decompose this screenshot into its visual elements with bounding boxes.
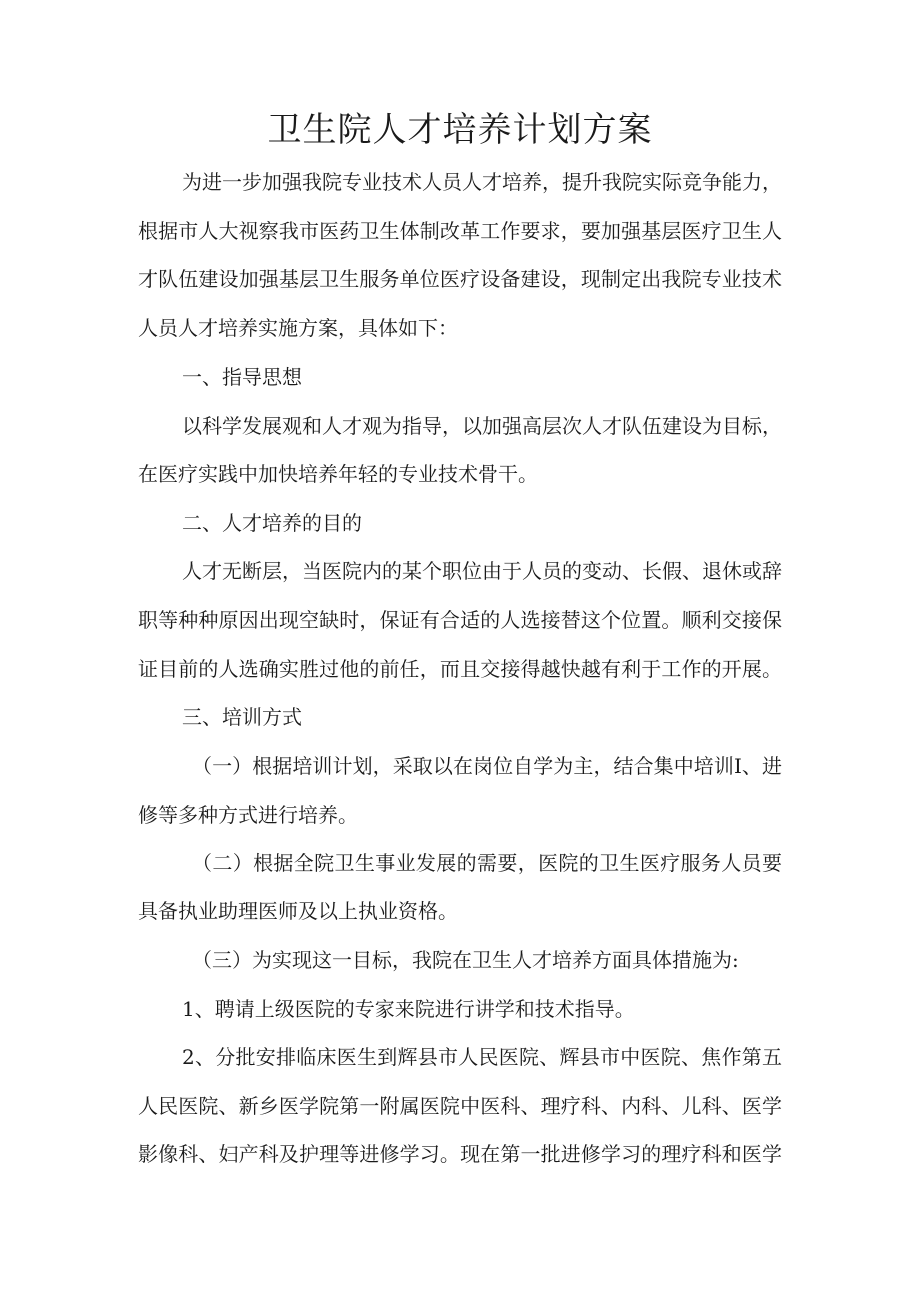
paragraph-line: 人才无断层，当医院内的某个职位由于人员的变动、长假、退休或辞	[182, 559, 782, 583]
paragraph-line: 在医疗实践中加快培养年轻的专业技术骨干。	[138, 462, 538, 486]
paragraph-line: 证目前的人选确实胜过他的前任，而且交接得越快越有利于工作的开展。	[138, 657, 782, 681]
paragraph-line: 人民医院、新乡医学院第一附属医院中医科、理疗科、内科、儿科、医学	[138, 1094, 782, 1118]
section-heading: 三、培训方式	[182, 705, 302, 729]
list-item: 2、分批安排临床医生到辉县市人民医院、辉县市中医院、焦作第五	[182, 1045, 782, 1069]
paragraph-line: （三）为实现这一目标，我院在卫生人才培养方面具体措施为:	[192, 948, 739, 972]
list-item: 1、聘请上级医院的专家来院进行讲学和技术指导。	[182, 997, 635, 1021]
section-heading: 一、指导思想	[182, 365, 302, 389]
paragraph-line: （一）根据培训计划，采取以在岗位自学为主，结合集中培训Ⅰ、进	[192, 754, 782, 778]
paragraph-line: 根据市人大视察我市医药卫生体制改革工作要求，要加强基层医疗卫生人	[138, 219, 782, 243]
document-title: 卫生院人才培养计划方案	[267, 110, 653, 150]
paragraph-line: 人员人才培养实施方案，具体如下：	[138, 316, 458, 340]
paragraph-line: 以科学发展观和人才观为指导，以加强高层次人才队伍建设为目标，	[182, 414, 782, 438]
paragraph-line: 影像科、妇产科及护理等进修学习。现在第一批进修学习的理疗科和医学	[138, 1142, 782, 1166]
paragraph-line: 才队伍建设加强基层卫生服务单位医疗设备建设，现制定出我院专业技术	[138, 267, 782, 291]
section-heading: 二、人才培养的目的	[182, 511, 362, 535]
paragraph-line: 修等多种方式进行培养。	[138, 803, 358, 827]
paragraph-line: 具备执业助理医师及以上执业资格。	[138, 899, 458, 923]
paragraph-line: 职等种种原因出现空缺时，保证有合适的人选接替这个位置。顺利交接保	[138, 608, 782, 632]
paragraph-line: （二）根据全院卫生事业发展的需要，医院的卫生医疗服务人员要	[192, 851, 782, 875]
paragraph-line: 为进一步加强我院专业技术人员人才培养，提升我院实际竞争能力，	[182, 170, 782, 194]
